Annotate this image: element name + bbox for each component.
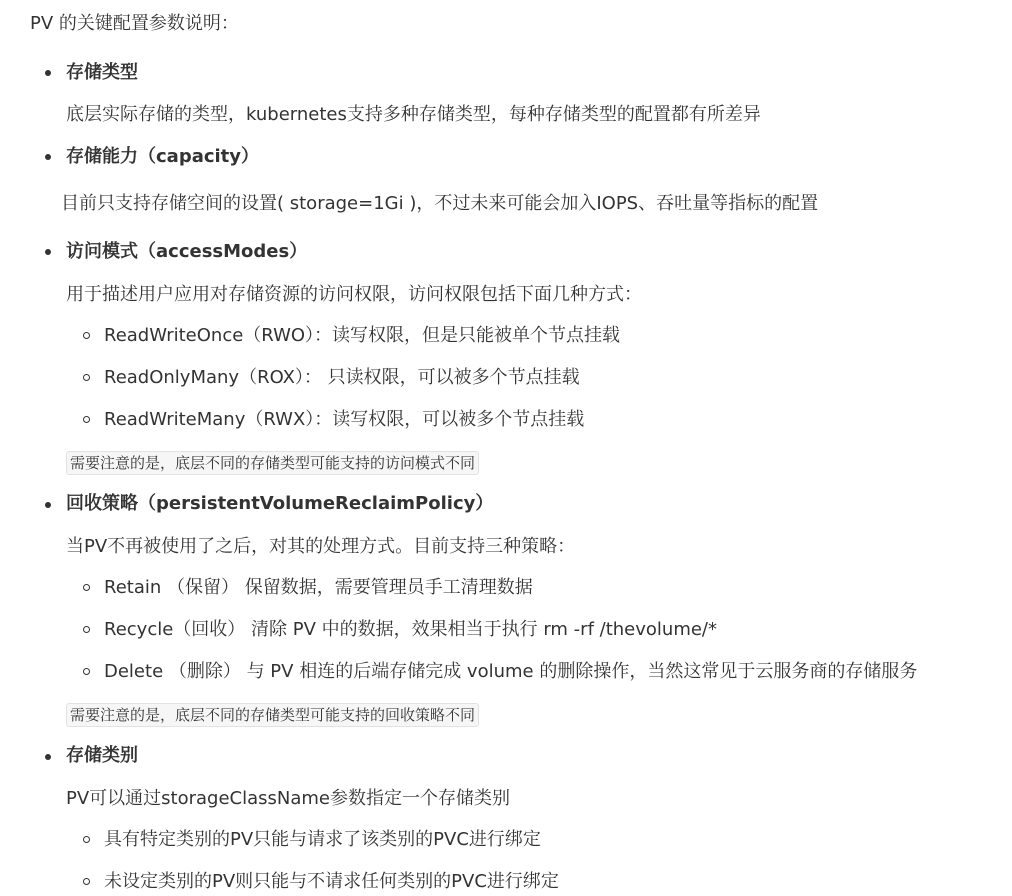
section-heading-reclaim-policy: 回收策略（persistentVolumeReclaimPolicy） xyxy=(66,493,494,514)
sub-bullet-dot xyxy=(83,374,90,381)
intro-text: PV 的关键配置参数说明： xyxy=(30,13,239,34)
bullet-dot xyxy=(45,754,51,760)
sub-bullet-dot xyxy=(83,878,90,885)
section-heading-storage-type: 存储类型 xyxy=(66,62,138,83)
bullet-dot xyxy=(45,249,51,255)
note-access-modes: 需要注意的是，底层不同的存储类型可能支持的访问模式不同 xyxy=(66,451,479,475)
sub-bullet-dot xyxy=(83,836,90,843)
section-heading-capacity: 存储能力（capacity） xyxy=(66,146,260,167)
sub-bullet-dot xyxy=(83,626,90,633)
section-desc-capacity: 目前只支持存储空间的设置( storage=1Gi )，不过未来可能会加入IOPS、吞吐量等指标的配置 xyxy=(61,193,819,214)
section-desc-reclaim-policy: 当PV不再被使用了之后，对其的处理方式。目前支持三种策略： xyxy=(66,536,576,557)
list-item-retain: Retain （保留） 保留数据，需要管理员手工清理数据 xyxy=(104,577,533,598)
list-item-recycle: Recycle（回收） 清除 PV 中的数据，效果相当于执行 rm -rf /thevolume/* xyxy=(104,619,717,640)
list-item-class-specific: 具有特定类别的PV只能与请求了该类别的PVC进行绑定 xyxy=(104,829,541,850)
sub-bullet-dot xyxy=(83,332,90,339)
section-desc-storage-type: 底层实际存储的类型，kubernetes支持多种存储类型，每种存储类型的配置都有所差异 xyxy=(66,104,761,125)
list-item-delete: Delete （删除） 与 PV 相连的后端存储完成 volume 的删除操作，当然这常见于云服务商的存储服务 xyxy=(104,661,918,682)
section-heading-access-modes: 访问模式（accessModes） xyxy=(66,241,308,262)
list-item-rwo: ReadWriteOnce（RWO）：读写权限，但是只能被单个节点挂载 xyxy=(104,325,621,346)
bullet-dot xyxy=(45,70,51,76)
list-item-rox: ReadOnlyMany（ROX）： 只读权限，可以被多个节点挂载 xyxy=(104,367,580,388)
list-item-class-unset: 未设定类别的PV则只能与不请求任何类别的PVC进行绑定 xyxy=(104,871,559,892)
section-desc-access-modes: 用于描述用户应用对存储资源的访问权限，访问权限包括下面几种方式： xyxy=(66,284,642,305)
section-desc-storage-class: PV可以通过storageClassName参数指定一个存储类别 xyxy=(66,788,511,809)
sub-bullet-dot xyxy=(83,584,90,591)
section-heading-storage-class: 存储类别 xyxy=(66,745,138,766)
bullet-dot xyxy=(45,502,51,508)
list-item-rwx: ReadWriteMany（RWX）：读写权限，可以被多个节点挂载 xyxy=(104,409,585,430)
sub-bullet-dot xyxy=(83,416,90,423)
bullet-dot xyxy=(45,154,51,160)
sub-bullet-dot xyxy=(83,668,90,675)
note-reclaim-policy: 需要注意的是，底层不同的存储类型可能支持的回收策略不同 xyxy=(66,703,479,727)
